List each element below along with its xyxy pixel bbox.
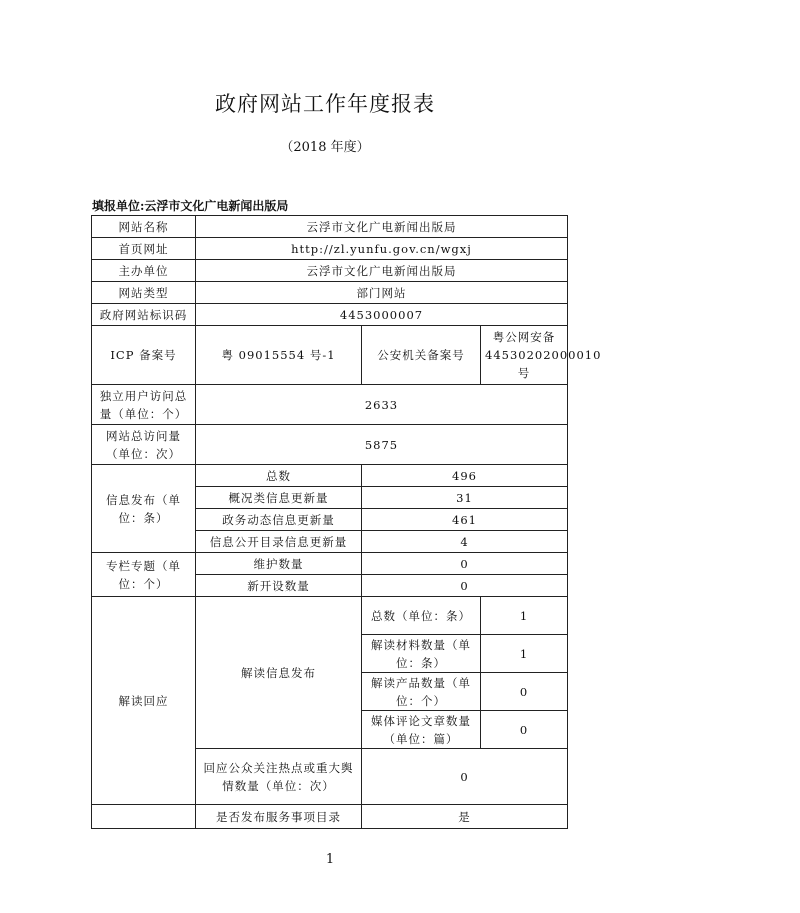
homepage-value: http://zl.yunfu.gov.cn/wgxj — [196, 238, 568, 260]
report-table — [91, 215, 602, 829]
info-news-value: 461 — [362, 509, 568, 531]
info-catalog-label: 信息公开目录信息更新量 — [196, 531, 362, 553]
table-row — [92, 260, 568, 282]
info-news-label: 政务动态信息更新量 — [196, 509, 362, 531]
service-catalog-label: 是否发布服务事项目录 — [196, 805, 362, 829]
table-row — [92, 385, 568, 425]
table-row — [92, 282, 568, 304]
special-topics-label: 专栏专题（单位：个） — [92, 553, 196, 597]
topics-maintain-value: 0 — [362, 553, 568, 575]
table-row — [92, 238, 568, 260]
interpretation-hotspot-value: 0 — [362, 749, 568, 805]
icp-label: ICP 备案号 — [92, 326, 196, 385]
interpretation-label: 解读回应 — [92, 597, 196, 805]
sponsor-value: 云浮市文化广电新闻出版局 — [196, 260, 568, 282]
info-total-label: 总数 — [196, 465, 362, 487]
table-row — [92, 326, 568, 385]
interpretation-publish-label: 解读信息发布 — [196, 597, 362, 749]
icp-value: 粤 09015554 号-1 — [196, 326, 362, 385]
interpretation-hotspot-label: 回应公众关注热点或重大舆情数量（单位：次） — [196, 749, 362, 805]
interpretation-product-label: 解读产品数量（单位：个） — [362, 673, 481, 711]
site-id-label: 政府网站标识码 — [92, 304, 196, 326]
table-row — [92, 216, 568, 238]
unique-visitors-label: 独立用户访问总量（单位：个） — [92, 385, 196, 425]
service-catalog-blank — [92, 805, 196, 829]
interpretation-total-value: 1 — [481, 597, 568, 635]
total-visits-label: 网站总访问量（单位：次） — [92, 425, 196, 465]
info-publish-label: 信息发布（单位：条） — [92, 465, 196, 553]
interpretation-total-label: 总数（单位：条） — [362, 597, 481, 635]
interpretation-product-value: 0 — [481, 673, 568, 711]
police-record-label: 公安机关备案号 — [362, 326, 481, 385]
homepage-label: 首页网址 — [92, 238, 196, 260]
interpretation-media-label: 媒体评论文章数量（单位：篇） — [362, 711, 481, 749]
info-total-value: 496 — [362, 465, 568, 487]
table-row — [92, 304, 568, 326]
table-row — [92, 425, 568, 465]
table-row — [92, 465, 568, 487]
report-year: （2018 年度） — [280, 140, 370, 155]
table-row — [92, 553, 568, 575]
topics-maintain-label: 维护数量 — [196, 553, 362, 575]
site-name-value: 云浮市文化广电新闻出版局 — [196, 216, 568, 238]
unique-visitors-value: 2633 — [196, 385, 568, 425]
info-catalog-value: 4 — [362, 531, 568, 553]
page-number: 1 — [325, 852, 335, 867]
topics-new-label: 新开设数量 — [196, 575, 362, 597]
total-visits-value: 5875 — [196, 425, 568, 465]
table-row — [92, 597, 568, 635]
site-name-label: 网站名称 — [92, 216, 196, 238]
info-overview-label: 概况类信息更新量 — [196, 487, 362, 509]
info-overview-value: 31 — [362, 487, 568, 509]
interpretation-material-value: 1 — [481, 635, 568, 673]
service-catalog-value: 是 — [362, 805, 568, 829]
table-row — [92, 805, 568, 829]
interpretation-material-label: 解读材料数量（单位：条） — [362, 635, 481, 673]
site-type-label: 网站类型 — [92, 282, 196, 304]
police-record-value: 粤公网安备 44530202000010 号 — [481, 326, 568, 385]
topics-new-value: 0 — [362, 575, 568, 597]
report-title: 政府网站工作年度报表 — [215, 92, 435, 116]
site-id-value: 4453000007 — [196, 304, 568, 326]
interpretation-media-value: 0 — [481, 711, 568, 749]
filler-unit: 填报单位:云浮市文化广电新闻出版局 — [92, 199, 289, 213]
site-type-value: 部门网站 — [196, 282, 568, 304]
sponsor-label: 主办单位 — [92, 260, 196, 282]
